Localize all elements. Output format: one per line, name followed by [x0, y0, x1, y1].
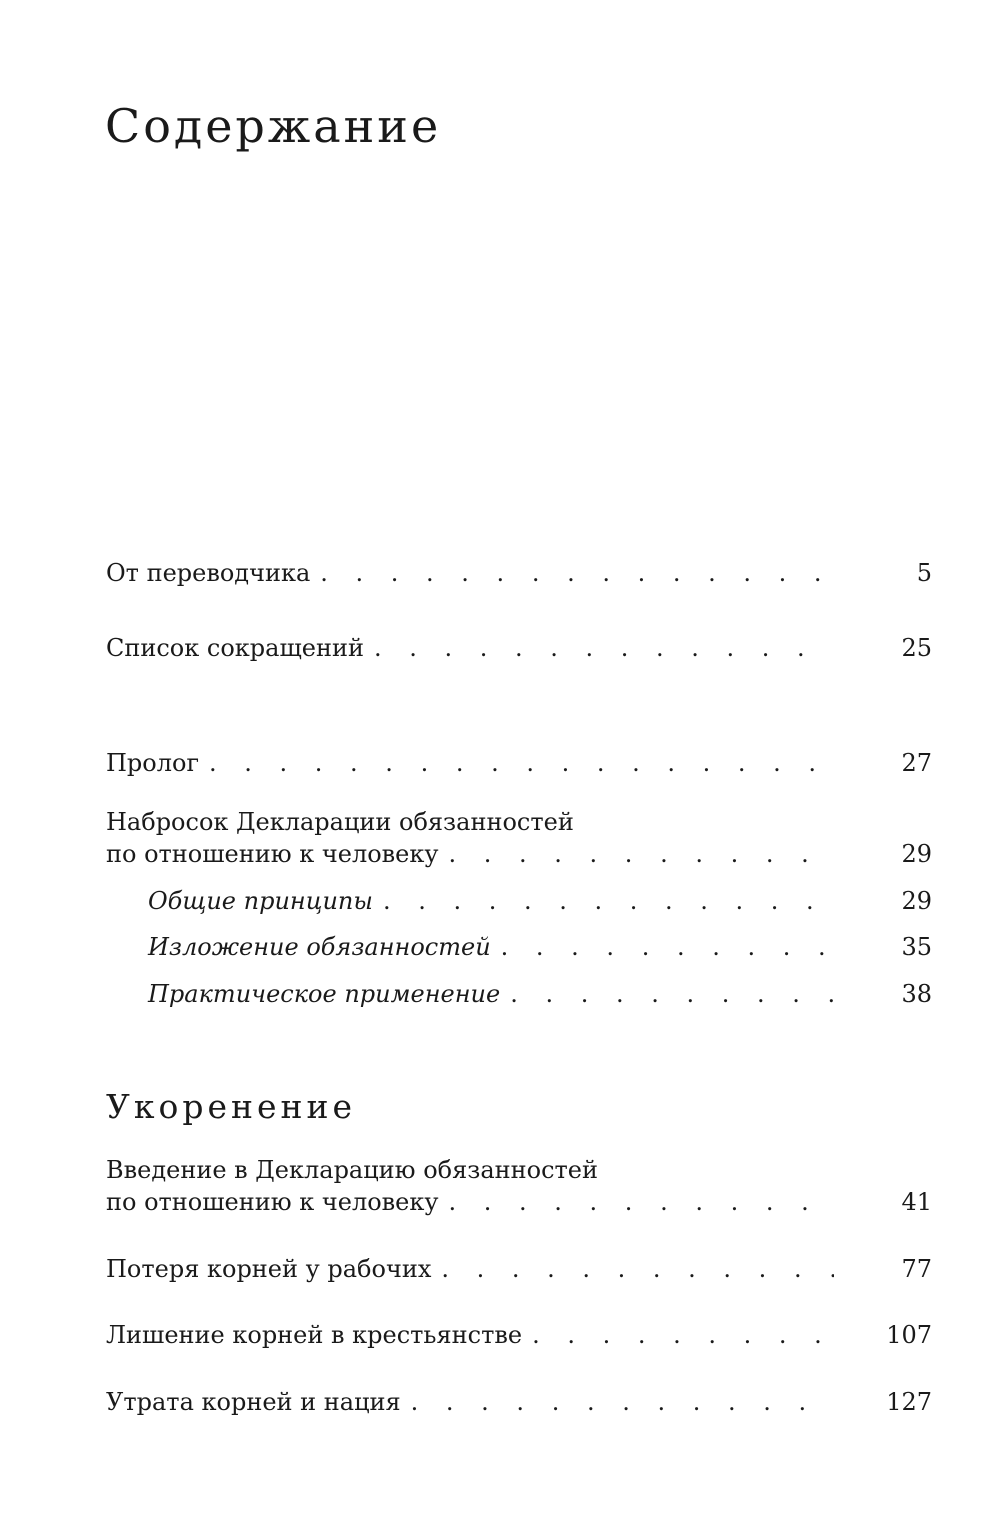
toc-entry-workers-uprootedness[interactable] [106, 1253, 932, 1285]
dot-leader [209, 747, 834, 779]
toc-entry-declaration-draft[interactable] [106, 806, 932, 870]
toc-entry-title-line2: по отношению к человеку [106, 1188, 439, 1216]
toc-entry-translator-note[interactable] [106, 557, 932, 589]
toc-entry-abbreviations[interactable] [106, 632, 932, 664]
toc-entry-title: Лишение корней в крестьянстве [106, 1321, 523, 1349]
toc-entry-page-number: 38 [901, 980, 932, 1008]
toc-entry-nation-uprootedness[interactable] [106, 1386, 932, 1418]
toc-entry-page-number: 107 [886, 1321, 932, 1349]
toc-entry-title: Практическое применение [148, 980, 501, 1008]
toc-subentry-statement-of-duties[interactable] [148, 931, 932, 963]
toc-entry-page-number: 77 [901, 1255, 932, 1283]
dot-leader [441, 1253, 834, 1285]
page-title: Содержание [105, 99, 442, 153]
dot-leader [383, 885, 834, 917]
toc-entry-prologue[interactable] [106, 747, 932, 779]
toc-entry-page-number: 27 [901, 749, 932, 777]
dot-leader [320, 557, 834, 589]
toc-entry-title-line2: по отношению к человеку [106, 840, 439, 868]
dot-leader [501, 931, 834, 963]
toc-entry-title: Утрата корней и нация [106, 1388, 401, 1416]
dot-leader [374, 632, 834, 664]
dot-leader [532, 1319, 828, 1351]
toc-entry-title-line1: Введение в Декларацию обязанностей [106, 1156, 598, 1184]
dot-leader [449, 838, 834, 870]
toc-entry-title: Список сокращений [106, 634, 364, 662]
dot-leader [449, 1186, 834, 1218]
toc-entry-title-line1: Набросок Декларации обязанностей [106, 808, 574, 836]
toc-entry-title: Пролог [106, 749, 200, 777]
toc-entry-page-number: 25 [901, 634, 932, 662]
toc-entry-title: От переводчика [106, 559, 311, 587]
toc-entry-page-number: 127 [886, 1388, 932, 1416]
toc-entry-page-number: 35 [901, 933, 932, 961]
toc-entry-title: Изложение обязанностей [148, 933, 491, 961]
toc-entry-page-number: 29 [901, 887, 932, 915]
toc-entry-page-number: 5 [916, 559, 932, 587]
toc-entry-page-number: 41 [901, 1188, 932, 1216]
toc-subentry-practical-application[interactable] [148, 978, 932, 1010]
toc-entry-title: Общие принципы [148, 887, 373, 915]
toc-entry-introduction-declaration[interactable] [106, 1154, 932, 1218]
toc-entry-title: Потеря корней у рабочих [106, 1255, 432, 1283]
toc-entry-page-number: 29 [901, 840, 932, 868]
toc-subentry-general-principles[interactable] [148, 885, 932, 917]
dot-leader [510, 978, 834, 1010]
dot-leader [411, 1386, 829, 1418]
toc-entry-peasantry-uprootedness[interactable] [106, 1319, 932, 1351]
section-heading: Укоренение [106, 1087, 357, 1126]
